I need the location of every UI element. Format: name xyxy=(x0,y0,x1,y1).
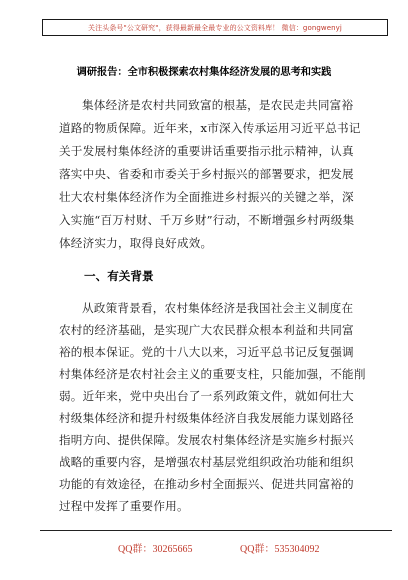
paragraph-line: 壮大农村集体经济作为全面推进乡村振兴的关键之举，深 xyxy=(59,190,354,204)
paragraph-line: 落实中央、省委和市委关于乡村振兴的部署要求，把发展 xyxy=(59,167,354,181)
paragraph-line: 入实施“百万村财、千万乡财”行动，不断增强乡村两级集 xyxy=(59,213,355,227)
paragraph-line: 裕的根本保证。党的十八大以来，习近平总书记反复强调 xyxy=(59,345,354,359)
section-heading: 一、有关背景 xyxy=(84,269,154,283)
paragraph-line: 弱。近年来，党中央出台了一系列政策文件，就如何壮大 xyxy=(59,389,354,403)
header-notice-box xyxy=(42,19,388,36)
paragraph-line: 指明方向、提供保障。发展农村集体经济是实施乡村振兴 xyxy=(59,433,354,447)
paragraph-line: 体经济实力，取得良好成效。 xyxy=(59,236,213,250)
footer-qq-group-2: QQ群：535304092 xyxy=(240,544,320,555)
paragraph-line: 关于发展村集体经济的重要讲话重要指示批示精神，认真 xyxy=(59,144,354,158)
footer-divider xyxy=(40,530,392,531)
document-title: 调研报告：全市积极探索农村集体经济发展的思考和实践 xyxy=(76,67,332,78)
paragraph-line: 战略的重要内容，是增强农村基层党组织政治功能和组织 xyxy=(59,455,354,469)
paragraph-line: 集体经济是农村共同致富的根基，是农民走共同富裕 xyxy=(82,98,354,112)
header-notice: 关注头条号"公文研究"，获得最新最全最专业的公文资料库！ 微信：gongwenyj xyxy=(88,23,342,32)
footer-qq-group-1: QQ群：30265665 xyxy=(118,544,193,555)
paragraph-line: 村集体经济是农村社会主义的重要支柱，只能加强，不能削 xyxy=(59,367,366,381)
paragraph-line: 村级集体经济和提升村级集体经济自我发展能力谋划路径 xyxy=(59,411,354,425)
paragraph-line: 过程中发挥了重要作用。 xyxy=(59,499,189,513)
paragraph-line: 农村的经济基础，是实现广大农民群众根本利益和共同富 xyxy=(59,323,354,337)
paragraph-line: 功能的有效途径，在推动乡村全面振兴、促进共同富裕的 xyxy=(59,477,354,491)
paragraph-line: 道路的物质保障。近年来，x市深入传承运用习近平总书记 xyxy=(59,121,361,135)
paragraph-line: 从政策背景看，农村集体经济是我国社会主义制度在 xyxy=(82,301,354,315)
